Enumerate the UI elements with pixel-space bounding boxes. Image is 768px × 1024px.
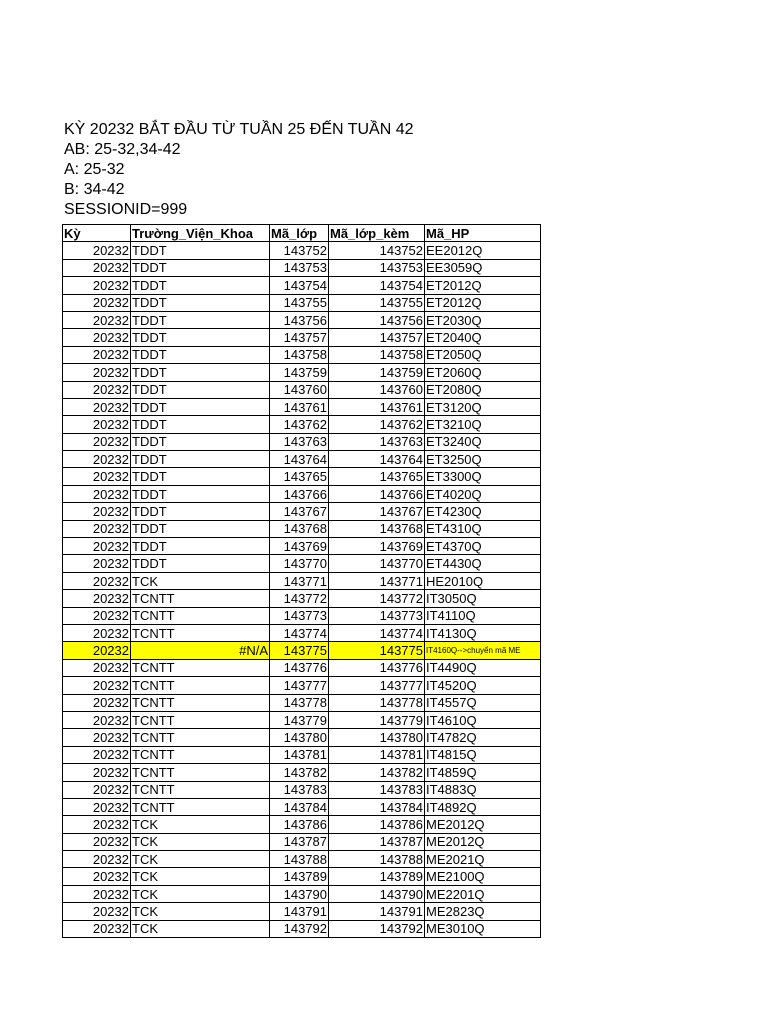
cell-ky: 20232 (63, 468, 131, 485)
cell-ma-lop-kem: 143790 (329, 885, 425, 902)
cell-ky: 20232 (63, 903, 131, 920)
cell-ma-lop-kem: 143773 (329, 607, 425, 624)
cell-ma-hp: EE3059Q (425, 259, 541, 276)
cell-ky: 20232 (63, 311, 131, 328)
cell-ma-hp: IT4815Q (425, 746, 541, 763)
weeks-b: B: 34-42 (64, 181, 125, 198)
cell-ma-lop: 143752 (270, 242, 329, 259)
table-row (63, 903, 541, 920)
cell-ma-hp: ME2021Q (425, 851, 541, 868)
table-row (63, 711, 541, 728)
cell-ma-hp: ET4020Q (425, 485, 541, 502)
cell-ma-hp: ET3240Q (425, 433, 541, 450)
cell-ky: 20232 (63, 294, 131, 311)
cell-ky: 20232 (63, 503, 131, 520)
table-row (63, 677, 541, 694)
cell-ma-lop-kem: 143778 (329, 694, 425, 711)
cell-ma-lop-kem: 143752 (329, 242, 425, 259)
cell-ky: 20232 (63, 572, 131, 589)
sheet-header (64, 120, 544, 218)
cell-truong-vien-khoa: TCNTT (131, 798, 270, 815)
table-header-row (63, 225, 541, 242)
table-row (63, 259, 541, 276)
cell-ma-lop: 143761 (270, 398, 329, 415)
session-id: SESSIONID=999 (64, 201, 188, 218)
cell-truong-vien-khoa: TDDT (131, 538, 270, 555)
cell-ma-lop: 143778 (270, 694, 329, 711)
cell-ky: 20232 (63, 798, 131, 815)
cell-ma-hp: ET4230Q (425, 503, 541, 520)
cell-ma-lop: 143768 (270, 520, 329, 537)
cell-ma-hp: IT4883Q (425, 781, 541, 798)
cell-ky: 20232 (63, 416, 131, 433)
cell-truong-vien-khoa: TCNTT (131, 711, 270, 728)
cell-ma-hp: ET3300Q (425, 468, 541, 485)
cell-ma-hp: IT4130Q (425, 624, 541, 641)
cell-ky: 20232 (63, 607, 131, 624)
cell-truong-vien-khoa: TDDT (131, 433, 270, 450)
cell-ma-lop: 143754 (270, 277, 329, 294)
cell-truong-vien-khoa: TCNTT (131, 694, 270, 711)
cell-truong-vien-khoa: TCNTT (131, 746, 270, 763)
table-row (63, 746, 541, 763)
table-row (63, 868, 541, 885)
cell-ky: 20232 (63, 711, 131, 728)
table-row (63, 659, 541, 676)
cell-ma-lop: 143760 (270, 381, 329, 398)
cell-ma-lop-kem: 143789 (329, 868, 425, 885)
cell-truong-vien-khoa: TCNTT (131, 729, 270, 746)
cell-ma-lop-kem: 143788 (329, 851, 425, 868)
cell-ma-lop: 143771 (270, 572, 329, 589)
table-row (63, 816, 541, 833)
cell-ky: 20232 (63, 346, 131, 363)
table-row (63, 590, 541, 607)
cell-ma-lop: 143770 (270, 555, 329, 572)
cell-ky: 20232 (63, 364, 131, 381)
cell-ma-lop-kem: 143777 (329, 677, 425, 694)
cell-ky: 20232 (63, 381, 131, 398)
table-row (63, 329, 541, 346)
cell-ma-lop: 143766 (270, 485, 329, 502)
cell-ma-lop: 143790 (270, 885, 329, 902)
cell-ky: 20232 (63, 694, 131, 711)
cell-truong-vien-khoa: TCK (131, 920, 270, 937)
cell-ky: 20232 (63, 659, 131, 676)
table-row (63, 468, 541, 485)
cell-ky: 20232 (63, 816, 131, 833)
cell-ma-hp: ET3250Q (425, 451, 541, 468)
cell-truong-vien-khoa: TCNTT (131, 624, 270, 641)
cell-ma-lop: 143773 (270, 607, 329, 624)
cell-ma-lop-kem: 143776 (329, 659, 425, 676)
cell-truong-vien-khoa: TDDT (131, 485, 270, 502)
cell-ma-lop: 143758 (270, 346, 329, 363)
cell-truong-vien-khoa: TCK (131, 885, 270, 902)
cell-ma-lop: 143786 (270, 816, 329, 833)
cell-ma-lop-kem: 143756 (329, 311, 425, 328)
table-row (63, 433, 541, 450)
cell-ma-hp: ET2012Q (425, 277, 541, 294)
cell-truong-vien-khoa: TDDT (131, 259, 270, 276)
cell-ma-lop: 143763 (270, 433, 329, 450)
cell-ma-lop: 143791 (270, 903, 329, 920)
cell-ma-lop: 143767 (270, 503, 329, 520)
cell-truong-vien-khoa: TCK (131, 851, 270, 868)
table-row (63, 381, 541, 398)
cell-ma-lop: 143779 (270, 711, 329, 728)
cell-ma-lop-kem: 143755 (329, 294, 425, 311)
cell-ky: 20232 (63, 764, 131, 781)
cell-ky: 20232 (63, 590, 131, 607)
cell-truong-vien-khoa: TDDT (131, 503, 270, 520)
cell-truong-vien-khoa: TCK (131, 903, 270, 920)
cell-ma-hp: ET4430Q (425, 555, 541, 572)
cell-truong-vien-khoa: TDDT (131, 555, 270, 572)
cell-ma-lop: 143756 (270, 311, 329, 328)
cell-truong-vien-khoa: TDDT (131, 311, 270, 328)
table-row (63, 555, 541, 572)
cell-truong-vien-khoa: TDDT (131, 468, 270, 485)
cell-truong-vien-khoa: TCNTT (131, 659, 270, 676)
cell-ma-lop-kem: 143792 (329, 920, 425, 937)
cell-ma-lop: 143784 (270, 798, 329, 815)
cell-ma-lop-kem: 143764 (329, 451, 425, 468)
cell-truong-vien-khoa: TCK (131, 833, 270, 850)
cell-truong-vien-khoa: TDDT (131, 242, 270, 259)
cell-ma-lop-kem: 143754 (329, 277, 425, 294)
cell-ma-lop-kem: 143763 (329, 433, 425, 450)
table-row (63, 451, 541, 468)
semester-title: KỲ 20232 BẮT ĐẦU TỪ TUẦN 25 ĐẾN TUẦN 42 (64, 121, 414, 138)
cell-ma-lop: 143777 (270, 677, 329, 694)
cell-ma-lop: 143764 (270, 451, 329, 468)
cell-ky: 20232 (63, 242, 131, 259)
table-row (63, 398, 541, 415)
cell-truong-vien-khoa: #N/A (131, 642, 270, 659)
cell-ma-lop-kem: 143786 (329, 816, 425, 833)
cell-ma-hp: ME3010Q (425, 920, 541, 937)
cell-ma-lop-kem: 143775 (329, 642, 425, 659)
cell-truong-vien-khoa: TCNTT (131, 781, 270, 798)
table-row (63, 729, 541, 746)
cell-truong-vien-khoa: TCNTT (131, 764, 270, 781)
cell-ma-hp: IT4557Q (425, 694, 541, 711)
cell-ma-hp: EE2012Q (425, 242, 541, 259)
table-row (63, 311, 541, 328)
cell-truong-vien-khoa: TCK (131, 816, 270, 833)
cell-ma-lop: 143753 (270, 259, 329, 276)
cell-ma-hp: HE2010Q (425, 572, 541, 589)
cell-ma-hp: ME2012Q (425, 833, 541, 850)
cell-truong-vien-khoa: TCK (131, 868, 270, 885)
cell-ma-lop: 143772 (270, 590, 329, 607)
cell-ky: 20232 (63, 920, 131, 937)
cell-ma-lop-kem: 143753 (329, 259, 425, 276)
cell-ma-lop: 143776 (270, 659, 329, 676)
cell-ma-hp: ET2060Q (425, 364, 541, 381)
table-row (63, 851, 541, 868)
cell-ma-lop-kem: 143784 (329, 798, 425, 815)
cell-ma-lop-kem: 143783 (329, 781, 425, 798)
column-header-ma-lop: Mã_lớp (270, 225, 329, 242)
cell-truong-vien-khoa: TDDT (131, 346, 270, 363)
cell-ma-lop-kem: 143791 (329, 903, 425, 920)
cell-truong-vien-khoa: TDDT (131, 364, 270, 381)
cell-truong-vien-khoa: TCNTT (131, 677, 270, 694)
weeks-a: A: 25-32 (64, 161, 125, 178)
cell-ma-hp: ME2201Q (425, 885, 541, 902)
cell-ma-lop-kem: 143760 (329, 381, 425, 398)
cell-ky: 20232 (63, 277, 131, 294)
cell-ky: 20232 (63, 520, 131, 537)
table-row (63, 624, 541, 641)
cell-ma-hp: IT4892Q (425, 798, 541, 815)
cell-ky: 20232 (63, 538, 131, 555)
cell-truong-vien-khoa: TDDT (131, 451, 270, 468)
cell-ky: 20232 (63, 729, 131, 746)
table-row (63, 572, 541, 589)
cell-ma-lop: 143789 (270, 868, 329, 885)
cell-ky: 20232 (63, 851, 131, 868)
cell-ky: 20232 (63, 885, 131, 902)
cell-ma-hp: IT4782Q (425, 729, 541, 746)
cell-ma-hp: ET3120Q (425, 398, 541, 415)
cell-ma-lop: 143775 (270, 642, 329, 659)
table-body (63, 242, 541, 938)
weeks-ab: AB: 25-32,34-42 (64, 141, 181, 158)
cell-ky: 20232 (63, 398, 131, 415)
column-header-truong-vien-khoa: Trường_Viện_Khoa (131, 225, 270, 242)
cell-ma-lop: 143759 (270, 364, 329, 381)
cell-ma-lop: 143755 (270, 294, 329, 311)
cell-ky: 20232 (63, 329, 131, 346)
cell-ma-lop: 143782 (270, 764, 329, 781)
table-row (63, 520, 541, 537)
cell-ma-lop: 143762 (270, 416, 329, 433)
cell-ma-lop-kem: 143766 (329, 485, 425, 502)
table-row (63, 885, 541, 902)
cell-ma-hp: IT4859Q (425, 764, 541, 781)
table-row (63, 607, 541, 624)
cell-ma-lop-kem: 143767 (329, 503, 425, 520)
table-row (63, 503, 541, 520)
cell-ma-hp: IT3050Q (425, 590, 541, 607)
table-row (63, 833, 541, 850)
table-row (63, 277, 541, 294)
cell-ma-lop-kem: 143757 (329, 329, 425, 346)
table-row (63, 798, 541, 815)
cell-ma-hp: IT4490Q (425, 659, 541, 676)
cell-truong-vien-khoa: TDDT (131, 329, 270, 346)
cell-ma-lop-kem: 143761 (329, 398, 425, 415)
column-header-ma-lop-kem: Mã_lớp_kèm (329, 225, 425, 242)
cell-ma-lop: 143765 (270, 468, 329, 485)
cell-truong-vien-khoa: TDDT (131, 294, 270, 311)
cell-ma-lop: 143769 (270, 538, 329, 555)
table-row (63, 364, 541, 381)
cell-ma-lop: 143780 (270, 729, 329, 746)
cell-ma-hp: ME2100Q (425, 868, 541, 885)
cell-truong-vien-khoa: TCNTT (131, 590, 270, 607)
cell-ma-lop-kem: 143782 (329, 764, 425, 781)
cell-ky: 20232 (63, 433, 131, 450)
cell-truong-vien-khoa: TDDT (131, 277, 270, 294)
cell-ma-lop-kem: 143780 (329, 729, 425, 746)
cell-ma-lop-kem: 143774 (329, 624, 425, 641)
table-row (63, 294, 541, 311)
cell-ma-hp: ET2040Q (425, 329, 541, 346)
table-row-highlighted (63, 642, 541, 659)
cell-ma-lop: 143788 (270, 851, 329, 868)
cell-ky: 20232 (63, 746, 131, 763)
cell-ma-hp: ME2823Q (425, 903, 541, 920)
cell-truong-vien-khoa: TDDT (131, 416, 270, 433)
cell-ky: 20232 (63, 677, 131, 694)
cell-ky: 20232 (63, 555, 131, 572)
cell-truong-vien-khoa: TCK (131, 572, 270, 589)
cell-ma-hp: ET4310Q (425, 520, 541, 537)
cell-ma-lop-kem: 143770 (329, 555, 425, 572)
cell-ky: 20232 (63, 781, 131, 798)
column-header-ky: Kỳ (63, 225, 131, 242)
class-table (62, 224, 541, 938)
cell-ma-lop: 143792 (270, 920, 329, 937)
table-row (63, 485, 541, 502)
cell-ky: 20232 (63, 485, 131, 502)
table-row (63, 781, 541, 798)
cell-ma-lop: 143783 (270, 781, 329, 798)
table-row (63, 242, 541, 259)
cell-ma-lop-kem: 143781 (329, 746, 425, 763)
cell-ma-lop: 143757 (270, 329, 329, 346)
cell-truong-vien-khoa: TCNTT (131, 607, 270, 624)
cell-truong-vien-khoa: TDDT (131, 520, 270, 537)
table-row (63, 346, 541, 363)
table-row (63, 538, 541, 555)
cell-ma-lop-kem: 143762 (329, 416, 425, 433)
cell-ma-hp: IT4110Q (425, 607, 541, 624)
table-row (63, 416, 541, 433)
cell-ky: 20232 (63, 833, 131, 850)
cell-ma-hp: ET4370Q (425, 538, 541, 555)
cell-ma-hp: ET2050Q (425, 346, 541, 363)
cell-ky: 20232 (63, 624, 131, 641)
cell-ma-lop: 143774 (270, 624, 329, 641)
cell-ma-lop-kem: 143759 (329, 364, 425, 381)
cell-ky: 20232 (63, 642, 131, 659)
cell-truong-vien-khoa: TDDT (131, 381, 270, 398)
cell-ma-lop: 143787 (270, 833, 329, 850)
cell-ma-hp: ET2080Q (425, 381, 541, 398)
cell-ma-hp: ME2012Q (425, 816, 541, 833)
cell-ma-lop-kem: 143772 (329, 590, 425, 607)
cell-ma-hp: ET2030Q (425, 311, 541, 328)
cell-ma-lop-kem: 143779 (329, 711, 425, 728)
cell-ma-hp: IT4160Q-->chuyển mã ME (425, 642, 541, 659)
cell-ky: 20232 (63, 868, 131, 885)
cell-ma-hp: ET3210Q (425, 416, 541, 433)
table-row (63, 920, 541, 937)
cell-ma-lop-kem: 143771 (329, 572, 425, 589)
cell-ma-lop-kem: 143768 (329, 520, 425, 537)
table-row (63, 764, 541, 781)
cell-ma-lop-kem: 143765 (329, 468, 425, 485)
cell-ma-hp: ET2012Q (425, 294, 541, 311)
cell-ma-hp: IT4520Q (425, 677, 541, 694)
cell-ky: 20232 (63, 259, 131, 276)
cell-ma-lop-kem: 143758 (329, 346, 425, 363)
cell-ma-lop-kem: 143769 (329, 538, 425, 555)
cell-ma-lop: 143781 (270, 746, 329, 763)
table-row (63, 694, 541, 711)
cell-ky: 20232 (63, 451, 131, 468)
column-header-ma-hp: Mã_HP (425, 225, 541, 242)
cell-truong-vien-khoa: TDDT (131, 398, 270, 415)
cell-ma-lop-kem: 143787 (329, 833, 425, 850)
cell-ma-hp: IT4610Q (425, 711, 541, 728)
